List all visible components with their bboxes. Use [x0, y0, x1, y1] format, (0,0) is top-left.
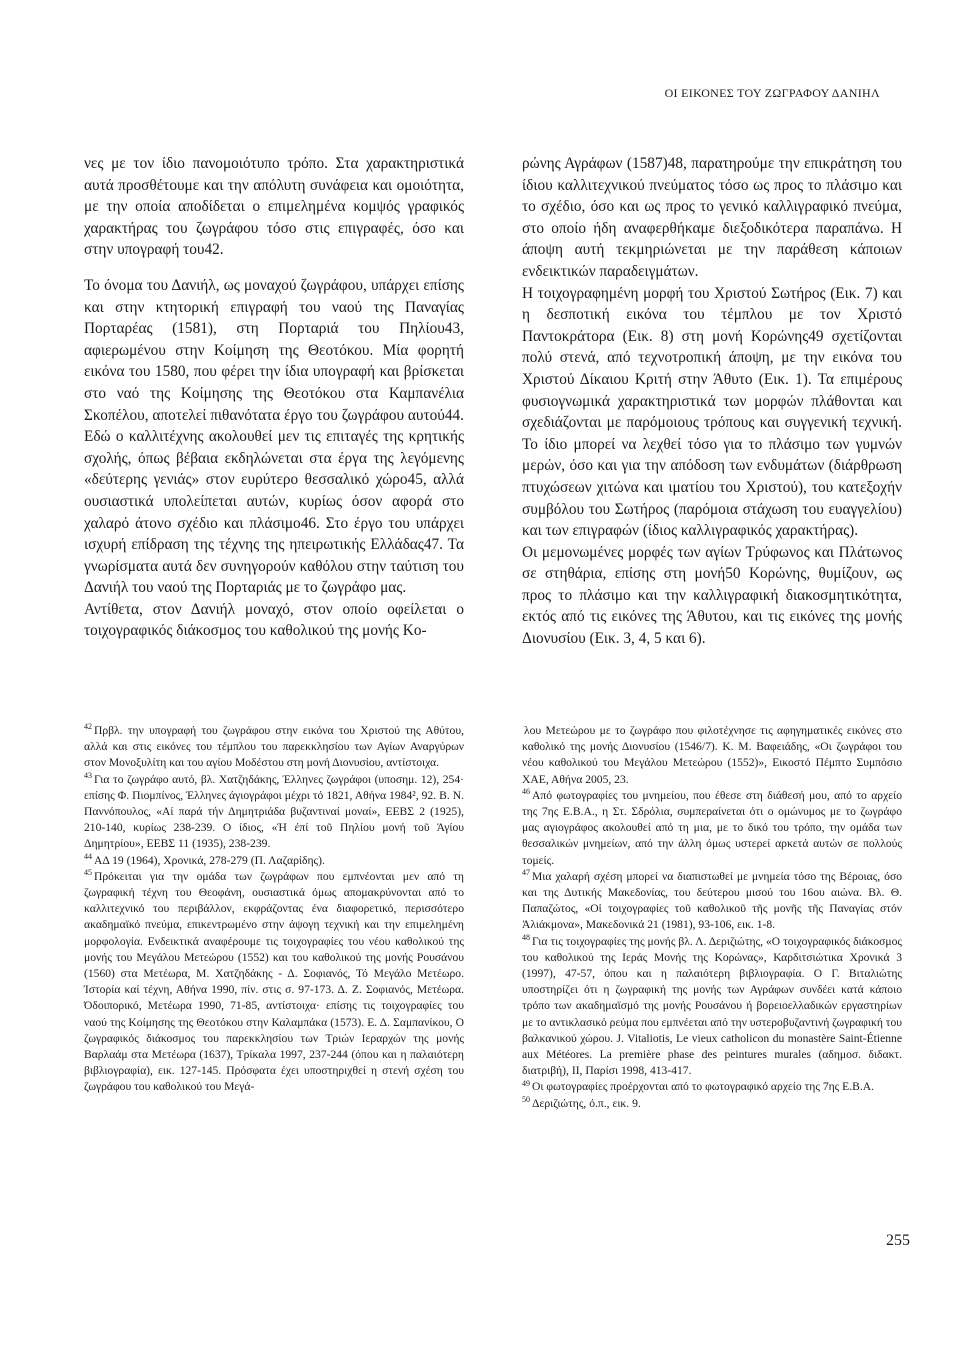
- footnote-text: Πρόκειται για την ομάδα των ζωγράφων που εμπνέονται μεν από τη ζωγραφική τέχνη του Θεοφάνη, ουσιαστικά όμως απομακρύνονται από το καλλιτεχνικό του περιβάλλον, εκφράζοντας ένα διαφορετικό, περισσότερο ακαδημαϊκό πνεύμα, επικεντρωμένο στην άψογη τεχνική και την επιμελημένη μορφολογία. Ενδεικτικά αναφέρουμε τις τοιχογραφίες του νέου καθολικού της μονής του Μεγάλου Μετεώρου (1552) και του καθολικού της μονής Ρουσάνου (1560) στα Μετέωρα, Μ. Χατζηδάκης - Δ. Σοφιανός, Τό Μεγάλο Μετέωρο. Ίστορία καί τέχνη, Αθήνα 1990, πίν. στις σ. 97-173. Δ. Ζ. Σοφιανός, Μετέωρα. Όδοιπορικό, Μετέωρα 1990, 71-85, αντίστοιχα· επίσης τις τοιχογραφίες του ναού της Κοίμησης της Θεοτόκου στην Καλαμπάκα (1573). Ε. Δ. Σαμπανίκου, Ο ζωγραφικός διάκοσμος του παρεκκλησίου των Τριών Ιεραρχών της μονής Βαρλαάμ στα Μετέωρα (1637), Τρίκαλα 1997, 237-244 (όπου και η παλαιότερη βιβλιογραφία), εικ. 127-145. Πρόσφατα έχει υποστηριχθεί η στενή σχέση του ζωγράφου του καθολικού του Μεγά-: [84, 869, 464, 1094]
- footnote: [522, 1079, 902, 1095]
- body-paragraph: ρώνης Αγράφων (1587)48, παρατηρούμε την επικράτηση του ίδιου καλλιτεχνικού πνεύματος τόσο ως προς το πλάσιμο και το σχέδιο, όσο και ως προς το γενικό καλλιγραφικό πνεύμα, στο οποίο ήδη αναφερθήκαμε διεξοδικότερα παραπάνω. Η άποψη αυτή τεκμηριώνεται με την παράθεση κάποιων ενδεικτικών παραδειγμάτων.: [522, 155, 902, 280]
- body-paragraph: νες με τον ίδιο πανομοιότυπο τρόπο. Στα χαρακτηριστικά αυτά προσθέτουμε και την απόλυτη συνάφεια και ομοιότητα, με την οποία αποδίδεται ο επιμελημένα κομψός γραφικός χαρακτήρας του ζωγράφου τόσο στις επιγραφές, όσο και στην υπογραφή του42.: [84, 155, 464, 259]
- page-number: 255: [886, 1232, 910, 1249]
- footnote: [522, 723, 902, 788]
- footnote-number: 47: [522, 867, 530, 877]
- footnote: [84, 869, 464, 1096]
- footnote-text: Δεριζιώτης, ό.π., εικ. 9.: [532, 1096, 641, 1110]
- body-paragraph: Αντίθετα, στον Δανιήλ μοναχό, στον οποίο οφείλεται ο τοιχογραφικός διάκοσμος του καθολικού της μονής Κο-: [84, 600, 464, 640]
- footnotes-left: [84, 723, 464, 1096]
- footnote-number: 45: [84, 867, 92, 877]
- footnote-number: 46: [522, 786, 530, 796]
- footnote-text: Για τις τοιχογραφίες της μονής βλ. Λ. Δεριζιώτης, «Ο τοιχογραφικός διάκοσμος του καθολικού της Ιεράς Μονής της Κορώνας», Καρδιτσιώτικα Χρονικά 3 (1997), 47-57, όπου και η παλαιότερη βιβλιογραφία. Ο Γ. Βιταλιώτης υποστηρίζει ότι η ζωγραφική της μονής των Αγράφων συνδέει κατά κάποιο τρόπο των ακαδημαϊσμό της μονής Ρουσάνου ή βορειοελλαδικών εργαστηρίων με το αντικλασικό ρεύμα που εμπνέεται από την υστεροβυζαντινή ζωγραφική του βαλκανικού χώρου. J. Vitaliotis, Le vieux catholicon du monastère Saint-Étienne aux Météores. La première phase des peintures murales (αδημοσ. διδακτ. διατριβή), II, Παρίσι 1998, 413-417.: [522, 934, 902, 1078]
- footnote: [522, 1096, 902, 1112]
- footnote-number: 48: [522, 932, 530, 942]
- body-paragraph: Η τοιχογραφημένη μορφή του Χριστού Σωτήρος (Εικ. 7) και η δεσποτική εικόνα του τέμπλου με τον Χριστό Παντοκράτορα (Εικ. 8) στη μονή Κορώνης49 σχετίζονται πολύ στενά, από τεχνοτροπική άποψη, με την εικόνα του Χριστού Δίκαιου Κριτή στην Άθυτο (Εικ. 1). Τα επιμέρους φυσιογνωμικά χαρακτηριστικά των μορφών πλάθονται και σχεδιάζονται με παρόμοιους τρόπους και συγγενική τεχνική. Το ίδιο μπορεί να λεχθεί τόσο για το πλάσιμο των γυμνών μερών, όσο και για την απόδοση των ενδυμάτων (διάρθρωση πτυχώσεων χιτώνα και ιματίου του Χριστού), του κατεξοχήν συμβόλου του Σωτήρος (παρόμοια στάχωση του ευαγγελίου) και των επιγραφών (ίδιος καλλιγραφικός χαρακτήρας).: [522, 284, 902, 540]
- footnote: [84, 853, 464, 869]
- footnote-number: 42: [84, 722, 92, 732]
- footnote: [84, 723, 464, 772]
- footnote: [522, 788, 902, 869]
- footnote-text: Για το ζωγράφο αυτό, βλ. Χατζηδάκης, Έλληνες ζωγράφοι (υποσημ. 12), 254· επίσης Φ. Πιομπίνος, Έλληνες άγιογράφοι μέχρι τό 1821, Αθήνα 1984², 92. Β. Ν. Παννόπουλος, «Αί παρά τήν Δημητριάδα βυζαντιναί μοναί», ΕΕΒΣ 2 (1925), 210-140, κυρίως 238-239. Ο ίδιος, «Ή έπί τοῦ Πηλίου μονή τοῦ Άγίου Δημητρίου», ΕΕΒΣ 11 (1935), 238-239.: [84, 772, 464, 851]
- body-column-right: [522, 153, 902, 650]
- footnote-number: 50: [522, 1094, 530, 1104]
- body-paragraph: Οι μεμονωμένες μορφές των αγίων Τρύφωνος και Πλάτωνος σε στηθάρια, επίσης στη μονή50 Κορώνης, θυμίζουν, ως προς το πλάσιμο και την καλλιγραφική διακοσμητικότητα, εκτός από τις εικόνες της Άθυτου, και τις εικόνες της μονής Διονυσίου (Εικ. 3, 4, 5 και 6).: [522, 543, 902, 648]
- running-head: ΟΙ ΕΙΚΟΝΕΣ ΤΟΥ ΖΩΓΡΑΦΟΥ ΔΑΝΙΗΛ: [664, 86, 880, 100]
- body-column-left: [84, 153, 464, 642]
- body-paragraph: Το όνομα του Δανιήλ, ως μοναχού ζωγράφου, υπάρχει επίσης και στην κτητορική επιγραφή του ναού της Παναγίας Πορταρέας (1581), στη Πορταριά του Πηλίου43, αφιερωμένου στην Κοίμηση της Θεοτόκου. Μία φορητή εικόνα του 1580, που φέρει την ίδια υπογραφή και βρίσκεται στο ναό της Κοίμησης της Θεοτόκου στα Καμπανέλια Σκοπέλου, αποτελεί πιθανότατα έργο του ζωγράφου αυτού44. Εδώ ο καλλιτέχνης ακολουθεί μεν τις επιταγές της κρητικής σχολής, όπως βέβαια εκδηλώνεται στα έργα της λεγόμενης «δεύτερης γενιάς» στον ευρύτερο θεσσαλικό χώρο45, αλλά ουσιαστικά υπολείπεται αυτών, κυρίως όσον αφορά στο χαλαρό άτονο σχέδιο και πλάσιμο46. Στο έργο του υπάρχει ισχυρή επίδραση της τέχνης της ηπειρωτικής Ελλάδας47. Τα γνωρίσματα αυτά δεν συνηγορούν καθόλου στην ταύτιση του Δανιήλ του ναού της Πορταριάς με το ζωγράφο μας.: [84, 276, 464, 597]
- footnote-text: Οι φωτογραφίες προέρχονται από το φωτογραφικό αρχείο της 7ης Ε.Β.Α.: [532, 1080, 875, 1094]
- footnote-number: 43: [84, 770, 92, 780]
- footnote-text: λου Μετεώρου με το ζωγράφο που φιλοτέχνησε τις αφηγηματικές εικόνες στο καθολικό της μονής Διονυσίου (1546/7). Κ. Μ. Βαφειάδης, «Οι ζωγράφοι του νέου καθολικού του Μεγάλου Μετεώρου (1552)», Εικοστό Πέμπτο Συμπόσιο ΧΑΕ, Αθήνα 2005, 23.: [522, 724, 902, 786]
- footnote-text: Από φωτογραφίες του μνημείου, που έθεσε στη διάθεσή μου, από το αρχείο της 7ης Ε.Β.Α., η Στ. Σδρόλια, συμπεραίνεται ότι ο ομώνυμος με το ζωγράφο μας αγιογράφος ακολουθεί από τη μια, με το δικό του τρόπο, την ομάδα των θεσσαλικών μνημείων, από την άλλη όμως υστερεί αρκετά αυτών σε πολλούς τομείς.: [522, 788, 902, 867]
- footnote: [522, 869, 902, 934]
- footnotes-right: [522, 723, 902, 1112]
- footnote: [84, 772, 464, 853]
- footnote-text: Μια χαλαρή σχέση μπορεί να διαπιστωθεί με μνημεία τόσο της Βέροιας, όσο και της Δυτικής Μακεδονίας, του δεύτερου μισού του 16ου αιώνα. Βλ. Θ. Παπαζώτος, «Οἱ τοιχογραφίες τοῦ καθολικοῦ τῆς μονῆς τῆς Παναγίας στόν Ἁλιάκμονα», Μακεδονικά 21 (1981), 93-106, εικ. 1-8.: [522, 869, 902, 932]
- footnote-number: 44: [84, 851, 92, 861]
- footnote-text: ΑΔ 19 (1964), Χρονικά, 278-279 (Π. Λαζαρίδης).: [94, 853, 325, 867]
- footnote-text: Πρβλ. την υπογραφή του ζωγράφου στην εικόνα του Χριστού της Αθύτου, αλλά και στις εικόνες του τέμπλου του παρεκκλησίου των Αγίων Αναργύρων στον Μονοξυλίτη και του αγίου Μοδέστου στη μονή Διονυσίου, αντίστοιχα.: [84, 724, 464, 770]
- footnote: [522, 934, 902, 1080]
- footnote-number: 49: [522, 1078, 530, 1088]
